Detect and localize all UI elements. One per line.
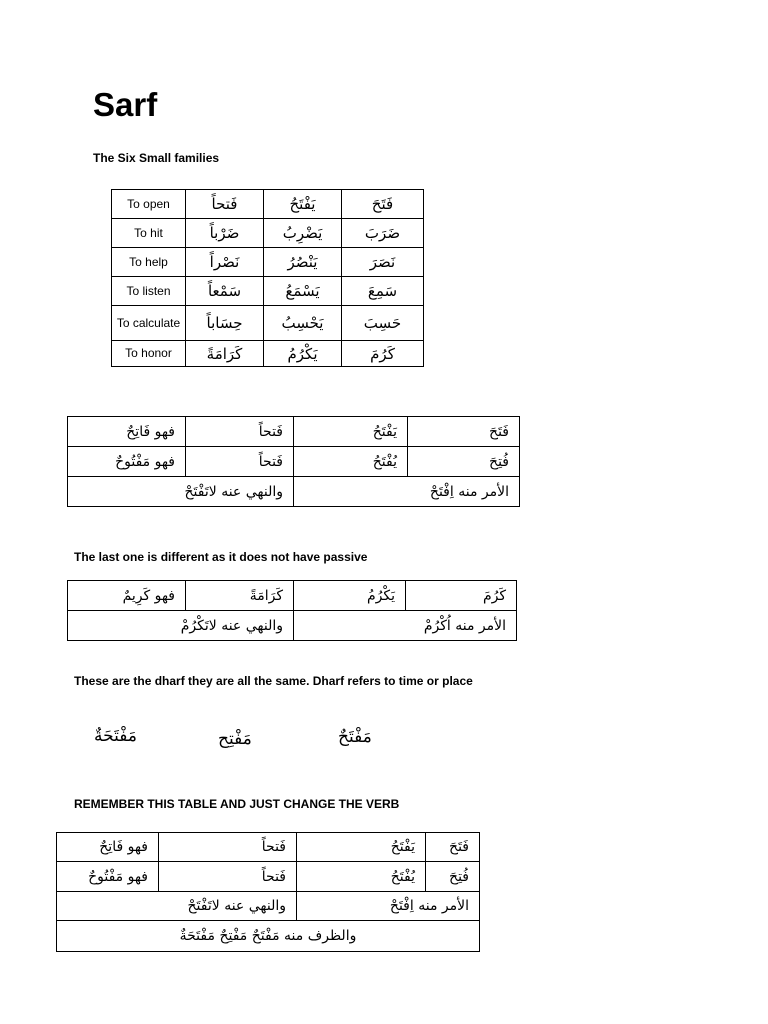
amr-nahi-row [68,611,517,641]
meaning-cell: To open [112,190,186,219]
mudari-cell: يَفْتَحُ [264,190,342,219]
madi-cell: كَرُمَ [342,341,424,367]
dharf-word: مَفْتَحَةٌ [94,726,137,746]
masdar-cell: نَصْراً [186,248,264,277]
mudari-cell: يَسْمَعُ [264,277,342,306]
masdar-cell: فَتحاً [186,417,294,447]
mudari-cell: يَفْتَحُ [294,417,408,447]
madi-cell: حَسِبَ [342,306,424,341]
families-table [111,189,424,367]
subtitle: The Six Small families [93,151,220,165]
family-row [112,341,424,367]
active-row [68,417,520,447]
dharf-row [57,921,480,952]
conjugation-table [67,416,520,507]
family-row [112,248,424,277]
dharf-cell: والظرف منه مَفْتَحٌ مَفْتِحٌ مَفْتَحَةٌ [57,921,480,952]
nahi-cell: والنهي عنه لاتَفْتَحْ [68,477,294,507]
summary-table [56,832,480,952]
mudari-cell: يَفْتَحُ [297,833,426,862]
masdar-cell: سَمْعاً [186,277,264,306]
mudari-cell: يُفْتَحُ [294,447,408,477]
masdar-cell: حِسَاباً [186,306,264,341]
page-title: Sarf [93,86,158,123]
passive-row [68,447,520,477]
karuma-table [67,580,517,641]
meaning-cell: To calculate [112,306,186,341]
passive-row [57,862,480,892]
masdar-cell: فَتحاً [159,862,297,892]
family-row [112,190,424,219]
mudari-cell: يَكْرُمُ [294,581,406,611]
masdar-cell: كَرَامَةً [186,341,264,367]
masdar-cell: ضَرْباً [186,219,264,248]
active-row [57,833,480,862]
madi-cell: نَصَرَ [342,248,424,277]
madi-cell: فَتَحَ [426,833,480,862]
amr-cell: الأمر منه اِفْتَحْ [294,477,520,507]
note-passive: The last one is different as it does not have passive [74,550,368,564]
masdar-cell: فَتحاً [186,447,294,477]
family-row [112,277,424,306]
amr-cell: الأمر منه اِفْتَحْ [297,892,480,921]
masdar-cell: كَرَامَةً [186,581,294,611]
dharf-word: مَفْتَحٌ [338,727,372,747]
madi-cell: ضَرَبَ [342,219,424,248]
amr-cell: الأمر منه اُكْرُمْ [294,611,517,641]
mudari-cell: يَضْرِبُ [264,219,342,248]
dharf-word: مَفْتِح [218,729,252,749]
maful-cell: فهو مَفْتُوحٌ [57,862,159,892]
mudari-cell: يَنْصُرُ [264,248,342,277]
mudari-cell: يُفْتَحُ [297,862,426,892]
amr-nahi-row [57,892,480,921]
mudari-cell: يَكْرُمُ [264,341,342,367]
karuma-row [68,581,517,611]
meaning-cell: To help [112,248,186,277]
meaning-cell: To listen [112,277,186,306]
madi-cell: فُتِحَ [408,447,520,477]
masdar-cell: فَتحاً [186,190,264,219]
family-row [112,219,424,248]
amr-nahi-row [68,477,520,507]
note-dharf: These are the dharf they are all the same. Dharf refers to time or place [74,674,473,688]
madi-cell: كَرُمَ [406,581,517,611]
fail-cell: فهو فَاتِحٌ [68,417,186,447]
madi-cell: فُتِحَ [426,862,480,892]
meaning-cell: To honor [112,341,186,367]
nahi-cell: والنهي عنه لاتَفْتَحْ [57,892,297,921]
fail-cell: فهو كَرِيمٌ [68,581,186,611]
family-row [112,306,424,341]
note-remember: REMEMBER THIS TABLE AND JUST CHANGE THE VERB [74,797,400,811]
fail-cell: فهو فَاتِحٌ [57,833,159,862]
madi-cell: فَتَحَ [408,417,520,447]
masdar-cell: فَتحاً [159,833,297,862]
madi-cell: سَمِعَ [342,277,424,306]
nahi-cell: والنهي عنه لاتَكْرُمْ [68,611,294,641]
meaning-cell: To hit [112,219,186,248]
maful-cell: فهو مَفْتُوحٌ [68,447,186,477]
mudari-cell: يَحْسِبُ [264,306,342,341]
madi-cell: فَتَحَ [342,190,424,219]
